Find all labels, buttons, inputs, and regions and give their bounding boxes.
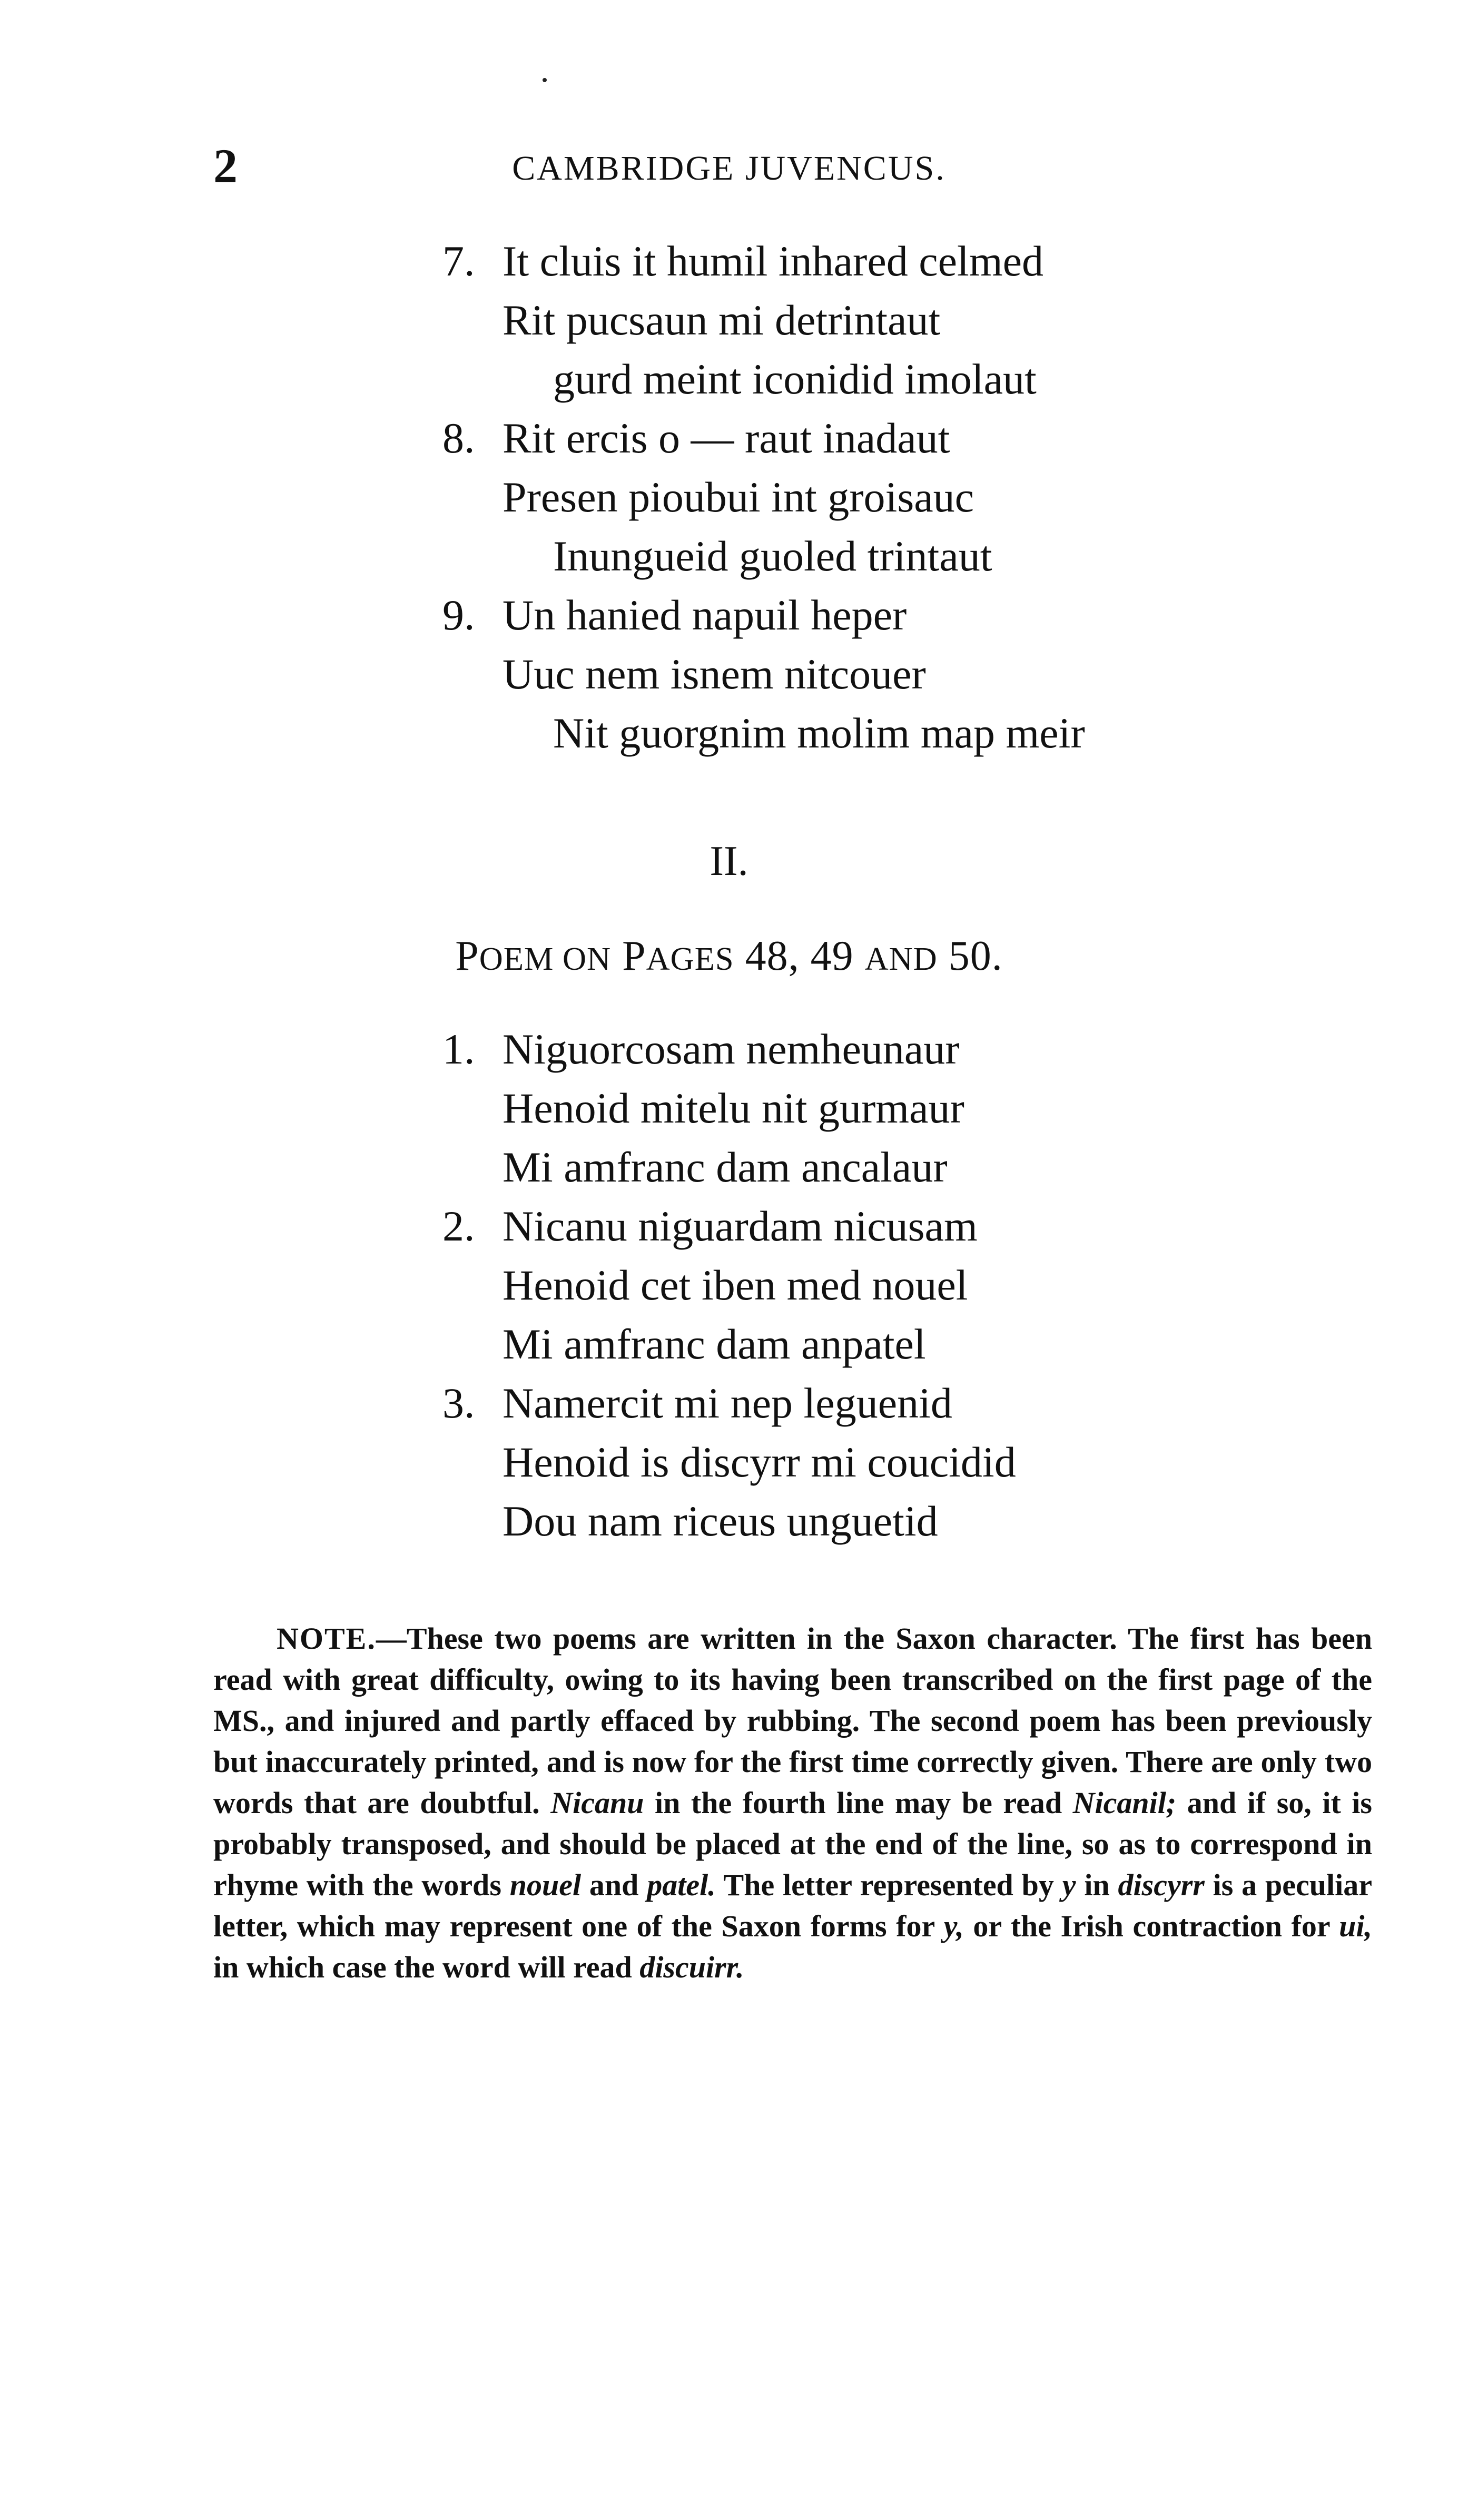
note-text: The letter represented by [715,1868,1062,1902]
note-text: or the Irish contraction for [963,1909,1339,1943]
line-text: Uuc nem isnem nitcouer [503,650,926,698]
title-numbers: 48, 49 [745,933,854,979]
title-smallcaps: OEM ON [479,941,612,977]
line-text: Niguorcosam nemheunaur [503,1025,960,1073]
poem-line [442,1197,1285,1256]
title-smallcaps: AND [864,941,938,977]
poem-line [442,527,1285,586]
line-text: Un hanied napuil heper [503,591,907,639]
stanza-8 [442,409,1285,586]
poem-line [442,1256,1285,1315]
line-text: gurd meint iconidid imolaut [553,355,1037,403]
line-text: Dou nam riceus unguetid [503,1497,938,1545]
note-text: and if so, it is probably transposed, and should be placed at the end of the line, so as to correspond in rhyme with the words [213,1786,1372,1902]
line-text: Rit ercis o — raut inadaut [503,414,950,462]
line-text: Mi amfranc dam anpatel [503,1320,926,1368]
line-text: Inungueid guoled trintaut [553,532,992,580]
poem-line [442,1492,1285,1551]
line-text: It cluis it humil inhared celmed [503,237,1044,285]
note-word: discyrr [1118,1868,1205,1902]
poem-line [442,704,1285,763]
note-text: in which case the word will read [213,1950,640,1984]
line-text: Henoid cet iben med nouel [503,1261,968,1309]
title-numbers: 50. [948,933,1003,979]
line-text: Henoid is discyrr mi coucidid [503,1438,1016,1486]
line-text: Rit pucsaun mi detrintaut [503,296,941,344]
note-word: Nicanu [550,1786,644,1820]
poem-line [442,1433,1285,1492]
poem-line [442,232,1285,291]
note-word: patel. [647,1868,716,1902]
stanza-7 [442,232,1285,409]
poem-two [442,1020,1285,1551]
stanza-9 [442,586,1285,763]
title-smallcaps: AGES [646,941,734,977]
note-word: nouel [509,1868,582,1902]
stanza-number: 8. [442,414,475,462]
line-text: Presen pioubui int groisauc [503,473,974,521]
line-text: Henoid mitelu nit gurmaur [503,1084,964,1132]
page-number: 2 [213,139,238,193]
section-numeral: II. [710,838,748,884]
line-text: Nit guorgnim molim map meir [553,709,1085,757]
stanza-number: 1. [442,1025,475,1073]
title-initial: P [622,933,646,979]
stanza-number: 9. [442,591,475,639]
title-initial: P [455,933,479,979]
section-title [0,932,1458,980]
line-text: Mi amfranc dam ancalaur [503,1143,948,1191]
note-word: ui, [1339,1909,1372,1943]
note-lead: NOTE. [277,1621,376,1656]
note-paragraph [213,1618,1372,1988]
editorial-note [213,1618,1372,1988]
page-header [0,138,1458,201]
stanza-2 [442,1197,1285,1374]
line-text: Nicanu niguardam nicusam [503,1202,978,1250]
stanza-number: 3. [442,1379,475,1427]
poem-line [442,1020,1285,1079]
note-word: y, [943,1909,964,1943]
poem-one [442,232,1285,763]
line-text: Namercit mi nep leguenid [503,1379,952,1427]
poem-line [442,1138,1285,1197]
poem-line [442,291,1285,350]
poem-line [442,468,1285,527]
stray-dot [543,78,547,82]
note-text: —These two poems are written in the Saxon character. The first has been read with great difficulty, owing to its having been transcribed on the first page of the MS., and injured and partly effaced by rubbing. The second poem has been previously but inaccurately printed, and is now for the first time correctly given. There are only two words that are doubtful. [213,1621,1372,1820]
poem-line [442,586,1285,645]
stanza-number: 2. [442,1202,475,1250]
note-word: discuirr. [639,1950,744,1984]
poem-line [442,1374,1285,1433]
stanza-3 [442,1374,1285,1551]
note-text: in the fourth line may be read [644,1786,1073,1820]
stanza-1 [442,1020,1285,1197]
stanza-number: 7. [442,237,475,285]
running-title: CAMBRIDGE JUVENCUS. [512,149,946,188]
poem-line [442,350,1285,409]
note-text: in [1076,1868,1118,1902]
poem-line [442,1079,1285,1138]
note-word: Nicanil; [1072,1786,1177,1820]
note-text: and [581,1868,647,1902]
poem-line [442,1315,1285,1374]
note-word: y [1062,1868,1076,1902]
note-text: is a peculiar letter, which may represent one of the Saxon forms for [213,1868,1372,1943]
poem-line [442,409,1285,468]
poem-line [442,645,1285,704]
